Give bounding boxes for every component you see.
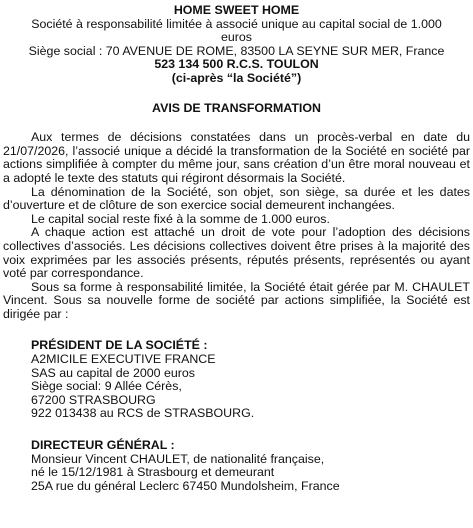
paragraph-capital: Le capital social reste fixé à la somme de 1.000 euros. [31, 211, 330, 226]
rcs-number: 523 134 500 R.C.S. TOULON [154, 57, 319, 72]
company-form-line-2: euros [221, 30, 252, 45]
paragraph-unchanged-items: La dénomination de la Société, son objet, son siège, sa durée et les dates d’ouverture et de clôture de son exercice social demeurent inchangées. [3, 184, 470, 213]
director-address: 25A rue du général Leclerc 67450 Mundolsheim, France [31, 478, 340, 493]
registered-office: Siège social : 70 AVENUE DE ROME, 83500 LA SEYNE SUR MER, France [28, 43, 445, 58]
company-name: HOME SWEET HOME [173, 3, 300, 17]
director-birth: né le 15/12/1981 à Strasbourg et demeurant [31, 465, 275, 480]
company-form-line-1: Société à responsabilité limitée à associé unique au capital social de 1.000 [31, 16, 442, 31]
header-block [3, 4, 470, 86]
president-block [3, 339, 470, 421]
paragraph-management: Sous sa forme à responsabilité limitée, la Société était gérée par M. CHAULET Vincent. Sous sa nouvelle forme de société par actions simplifiée, la Société est dirigée par : [3, 279, 470, 321]
director-heading: DIRECTEUR GÉNÉRAL : [31, 438, 175, 453]
president-city: 67200 STRASBOURG [31, 392, 156, 407]
company-reference: (ci-après “la Société”) [171, 70, 302, 85]
director-block [3, 439, 470, 493]
president-rcs: 922 013438 au RCS de STRASBOURG. [31, 406, 255, 421]
paragraph-voting-rights: A chaque action est attaché un droit de vote pour l’adoption des décisions collectives d’associés. Les décisions collectives doivent être prises à la majorité des voix exprimées par les associés présents, réputés présents, représentés ou ayant voté par correspondance. [3, 225, 470, 281]
president-name: A2MICILE EXECUTIVE FRANCE [31, 352, 216, 367]
paragraph-decision: Aux termes de décisions constatées dans un procès-verbal en date du 21/07/2026, l’associé unique a décidé la transformation de la Société en société par actions simplifiée à compter du même jour, sans création d’un être moral nouveau et a adopté le texte des statuts qui régiront désormais la Société. [3, 130, 470, 185]
president-seat: Siège social: 9 Allée Cérès, [31, 379, 182, 394]
director-name: Monsieur Vincent CHAULET, de nationalité française, [31, 451, 325, 466]
president-capital: SAS au capital de 2000 euros [31, 365, 195, 380]
president-heading: PRÉSIDENT DE LA SOCIÉTÉ : [31, 338, 208, 353]
notice-title: AVIS DE TRANSFORMATION [152, 100, 321, 115]
